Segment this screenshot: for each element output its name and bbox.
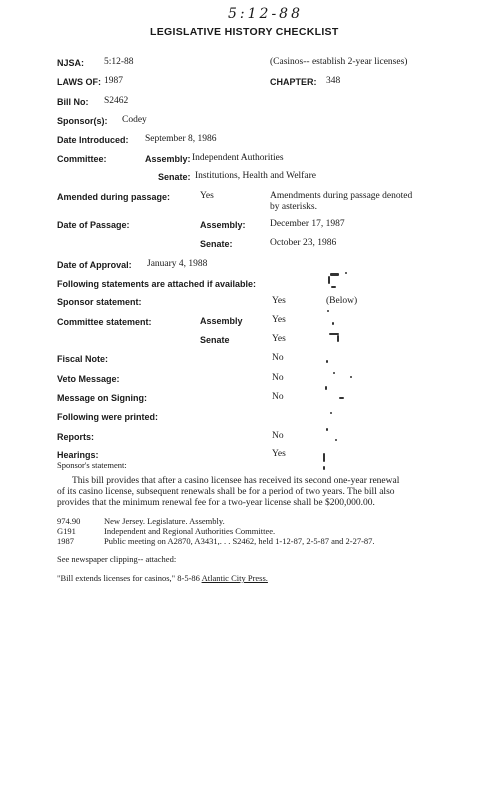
amended-label: Amended during passage: (57, 192, 171, 202)
assembly-committee: Independent Authorities (192, 153, 284, 163)
passage-assembly-label: Assembly: (200, 220, 246, 230)
statement-heading: Sponsor's statement: (57, 460, 127, 470)
sponsor-statement-label: Sponsor statement: (57, 297, 142, 307)
date-introduced-value: September 8, 1986 (145, 134, 217, 144)
committee-senate-value: Yes (272, 334, 286, 344)
reference-text: New Jersey. Legislature. Assembly. (104, 516, 225, 526)
statement-line-2: of its casino license, subsequent renewals shall be for a period of two years. The bill also (57, 487, 395, 497)
sponsor-statement-note: (Below) (326, 296, 358, 306)
statement-line-3: provides that the minimum renewal fee for a two-year license shall be $200,000.00. (57, 498, 375, 508)
amended-note-line-1: Amendments during passage denoted (270, 191, 413, 201)
amended-note-line-2: by asterisks. (270, 202, 317, 212)
laws-label: LAWS OF: (57, 77, 101, 87)
sponsor-statement-value: Yes (272, 296, 286, 306)
committee-assembly-value: Yes (272, 315, 286, 325)
njsa-label: NJSA: (57, 58, 85, 68)
signing-value: No (272, 392, 284, 402)
senate-committee: Institutions, Health and Welfare (195, 171, 316, 181)
bill-value: S2462 (104, 96, 129, 106)
hearings-label: Hearings: (57, 450, 99, 460)
passage-senate-label: Senate: (200, 239, 233, 249)
clipping-source: Atlantic City Press. (201, 573, 268, 583)
veto-label: Veto Message: (57, 374, 120, 384)
reports-label: Reports: (57, 432, 95, 442)
committee-assembly-label: Assembly (200, 316, 243, 326)
amended-value: Yes (200, 191, 214, 201)
fiscal-note-value: No (272, 353, 284, 363)
assembly-label: Assembly: (145, 154, 191, 164)
reference-code: 1987 (57, 536, 74, 546)
committee-senate-label: Senate (200, 335, 230, 345)
approval-label: Date of Approval: (57, 260, 132, 270)
date-introduced-label: Date Introduced: (57, 135, 129, 145)
reference-text: Public meeting on A2870, A3431,. . . S2462, held 1-12-87, 2-5-87 and 2-27-87. (104, 536, 375, 546)
signing-label: Message on Signing: (57, 393, 148, 403)
chapter-label: CHAPTER: (270, 77, 317, 87)
reference-text: Independent and Regional Authorities Committee. (104, 526, 276, 536)
bill-label: Bill No: (57, 97, 89, 107)
printed-heading: Following were printed: (57, 412, 158, 422)
sponsor-label: Sponsor(s): (57, 116, 108, 126)
attachments-heading: Following statements are attached if available: (57, 279, 257, 289)
njsa-value: 5:12-88 (104, 57, 134, 67)
passage-senate-value: October 23, 1986 (270, 238, 337, 248)
page-title: LEGISLATIVE HISTORY CHECKLIST (150, 26, 339, 38)
approval-value: January 4, 1988 (147, 259, 208, 269)
statement-line-1: This bill provides that after a casino licensee has received its second one-year renewal (72, 476, 400, 486)
sponsor-value: Codey (122, 115, 147, 125)
subject-line: (Casinos-- establish 2-year licenses) (270, 57, 408, 67)
veto-value: No (272, 373, 284, 383)
clipping-quote (57, 573, 268, 583)
clipping-quote-text: "Bill extends licenses for casinos," 8-5-86 (57, 573, 200, 583)
committee-label: Committee: (57, 154, 107, 164)
fiscal-note-label: Fiscal Note: (57, 354, 109, 364)
clipping-note: See newspaper clipping-- attached: (57, 554, 177, 564)
hearings-value: Yes (272, 449, 286, 459)
reference-code: G191 (57, 526, 76, 536)
senate-label: Senate: (158, 172, 191, 182)
committee-statement-label: Committee statement: (57, 317, 152, 327)
passage-assembly-value: December 17, 1987 (270, 219, 345, 229)
reports-value: No (272, 431, 284, 441)
chapter-value: 348 (326, 76, 341, 86)
reference-code: 974.90 (57, 516, 81, 526)
passage-label: Date of Passage: (57, 220, 130, 230)
laws-value: 1987 (104, 76, 123, 86)
handwritten-date: 5:12-88 (228, 6, 303, 22)
